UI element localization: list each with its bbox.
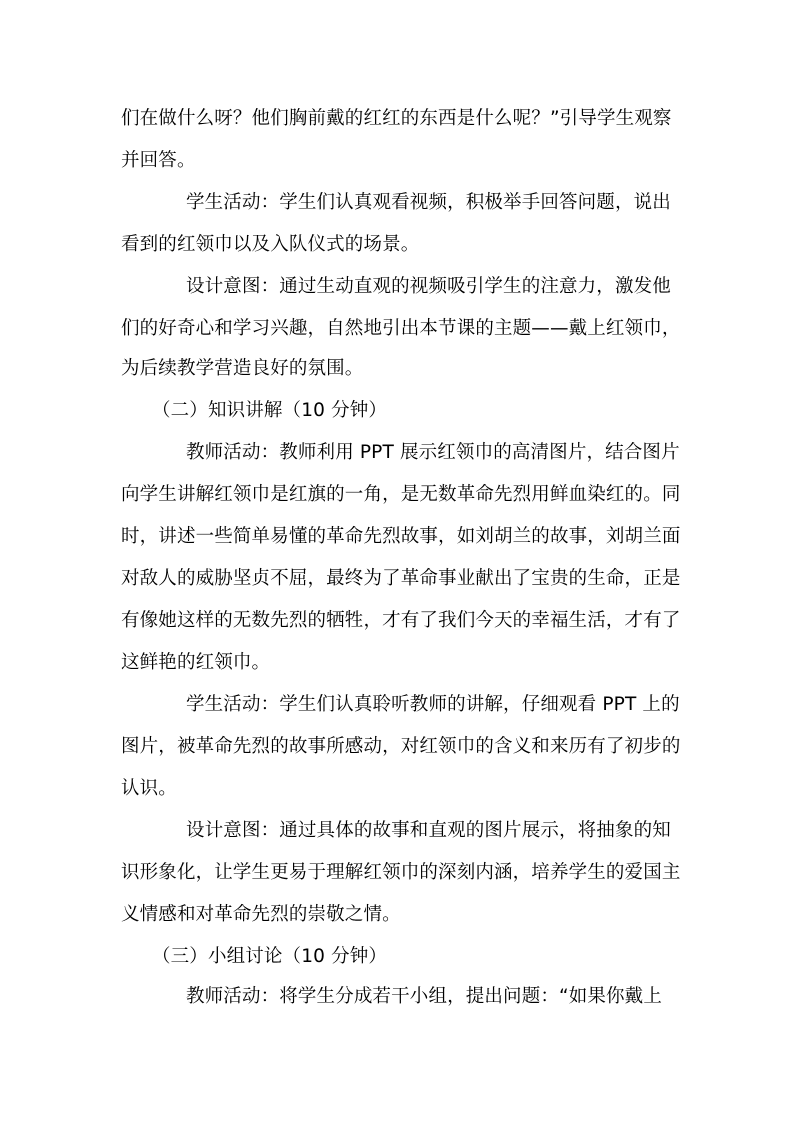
text-line: 这鲜艳的红领巾。 xyxy=(121,652,271,673)
text-line: 有像她这样的无数先烈的牺牲，才有了我们今天的幸福生活，才有了 xyxy=(121,610,681,631)
section-heading: （三）小组讨论（10 分钟） xyxy=(152,946,388,967)
text-line: 向学生讲解红领巾是红旗的一角，是无数革命先烈用鲜血染红的。同 xyxy=(121,484,681,505)
paragraph-first-line: 设计意图：通过具体的故事和直观的图片展示，将抽象的知 xyxy=(186,820,671,841)
text-line: 图片，被革命先烈的故事所感动，对红领巾的含义和来历有了初步的 xyxy=(121,736,681,757)
section-heading: （二）知识讲解（10 分钟） xyxy=(152,400,388,421)
text-line: 为后续教学营造良好的氛围。 xyxy=(121,358,364,379)
paragraph-first-line: 学生活动：学生们认真观看视频，积极举手回答问题，说出 xyxy=(186,192,671,213)
paragraph-first-line: 教师活动：将学生分成若干小组，提出问题：“如果你戴上 xyxy=(186,986,662,1007)
text-line: 并回答。 xyxy=(121,150,196,171)
paragraph-first-line: 教师活动：教师利用 PPT 展示红领巾的高清图片，结合图片 xyxy=(186,442,680,463)
text-line: 看到的红领巾以及入队仪式的场景。 xyxy=(121,234,420,255)
text-line: 们在做什么呀？他们胸前戴的红红的东西是什么呢？”引导学生观察 xyxy=(121,108,672,129)
text-line: 认识。 xyxy=(121,778,177,799)
text-line: 识形象化，让学生更易于理解红领巾的深刻内涵，培养学生的爱国主 xyxy=(121,862,681,883)
text-line: 义情感和对革命先烈的崇敬之情。 xyxy=(121,904,401,925)
paragraph-first-line: 设计意图：通过生动直观的视频吸引学生的注意力，激发他 xyxy=(186,276,671,297)
text-line: 对敌人的威胁坚贞不屈，最终为了革命事业献出了宝贵的生命，正是 xyxy=(121,568,681,589)
text-line: 们的好奇心和学习兴趣，自然地引出本节课的主题——戴上红领巾， xyxy=(121,318,681,339)
paragraph-first-line: 学生活动：学生们认真聆听教师的讲解，仔细观看 PPT 上的 xyxy=(186,694,680,715)
text-line: 时，讲述一些简单易懂的革命先烈故事，如刘胡兰的故事，刘胡兰面 xyxy=(121,526,681,547)
